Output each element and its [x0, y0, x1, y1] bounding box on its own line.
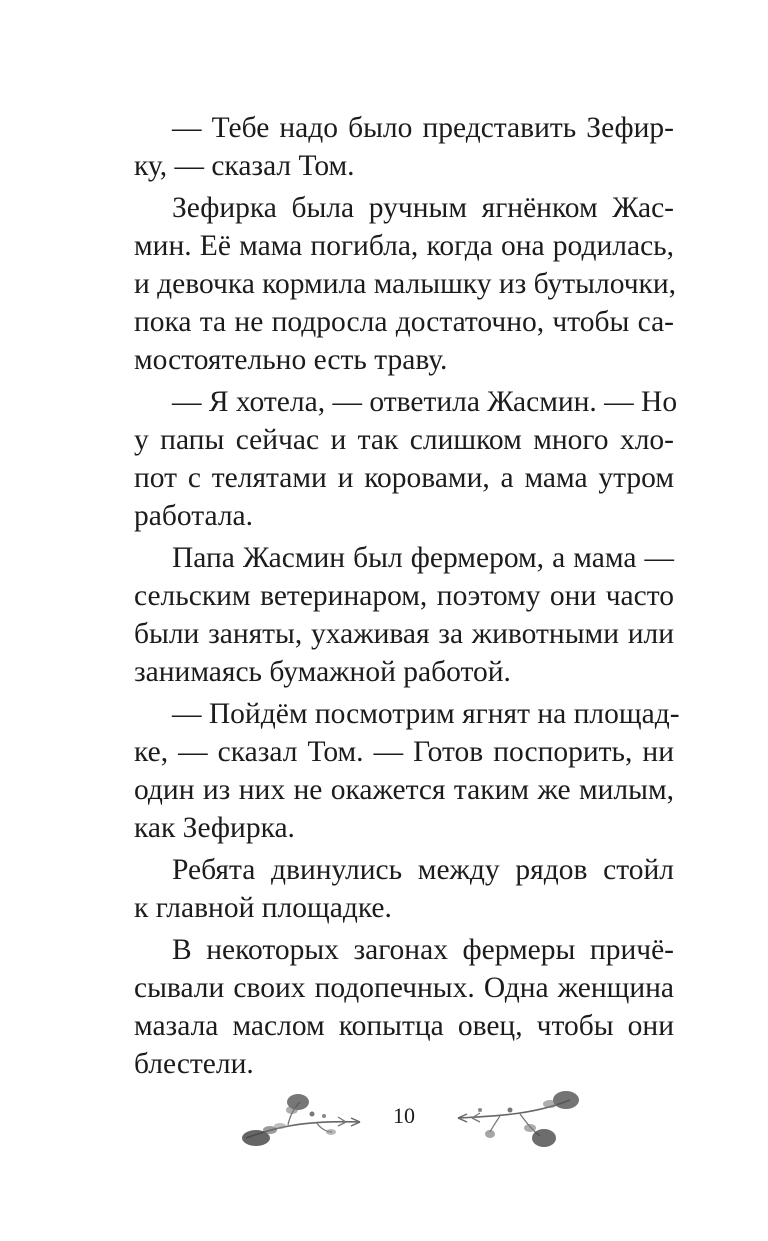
paragraph — [134, 109, 674, 185]
text-line: ку, — сказал Том. — [134, 150, 355, 182]
paragraph — [134, 383, 678, 535]
text-line: были заняты, ухаживая за животными или — [134, 618, 674, 650]
text-line: ке, — сказал Том. — Готов поспорить, ни — [134, 736, 674, 768]
text-line: и девочка кормила малышку из бутылочки, — [134, 268, 677, 300]
text-line: пока та не подросла достаточно, чтобы са- — [134, 306, 674, 338]
floral-branch-icon — [228, 1080, 368, 1160]
text-line: сельским ветеринаром, поэтому они часто — [134, 580, 674, 612]
text-line: Папа Жасмин был фермером, а мама — — [172, 542, 674, 574]
text-line: Ребята двинулись между рядов стойл — [172, 854, 674, 886]
paragraph — [134, 189, 677, 379]
text-line: занимаясь бумажной работой. — [134, 656, 511, 688]
text-line: — Пойдём посмотрим ягнят на площад- — [172, 698, 680, 730]
text-line: пот с телятами и коровами, а мама утром — [134, 462, 674, 494]
text-line: мостоятельно есть траву. — [134, 344, 448, 376]
paragraph — [134, 931, 674, 1083]
text-line: мин. Её мама погибла, когда она родилась, — [134, 230, 674, 262]
text-line: к главной площадке. — [134, 892, 392, 924]
floral-branch-icon — [450, 1080, 590, 1160]
text-line: мазала маслом копытца овец, чтобы они — [134, 1010, 674, 1042]
text-line: В некоторых загонах фермеры причё- — [172, 934, 674, 966]
text-line: как Зефирка. — [134, 812, 295, 844]
paragraph — [134, 695, 680, 847]
text-line: — Я хотела, — ответила Жасмин. — Но — [172, 386, 678, 418]
paragraph — [134, 539, 674, 691]
text-line: блестели. — [134, 1048, 254, 1080]
text-line: — Тебе надо было представить Зефир- — [172, 112, 674, 144]
text-line: сывали своих подопечных. Одна женщина — [134, 972, 674, 1004]
page-footer — [0, 1080, 768, 1160]
text-line: один из них не окажется таким же милым, — [134, 774, 674, 806]
text-line: у папы сейчас и так слишком много хло- — [134, 424, 674, 456]
text-line: Зефирка была ручным ягнёнком Жас- — [172, 192, 674, 224]
page-number: 10 — [393, 1103, 415, 1128]
paragraph — [134, 851, 674, 927]
page-body — [134, 109, 680, 1083]
text-line: работала. — [134, 500, 254, 532]
